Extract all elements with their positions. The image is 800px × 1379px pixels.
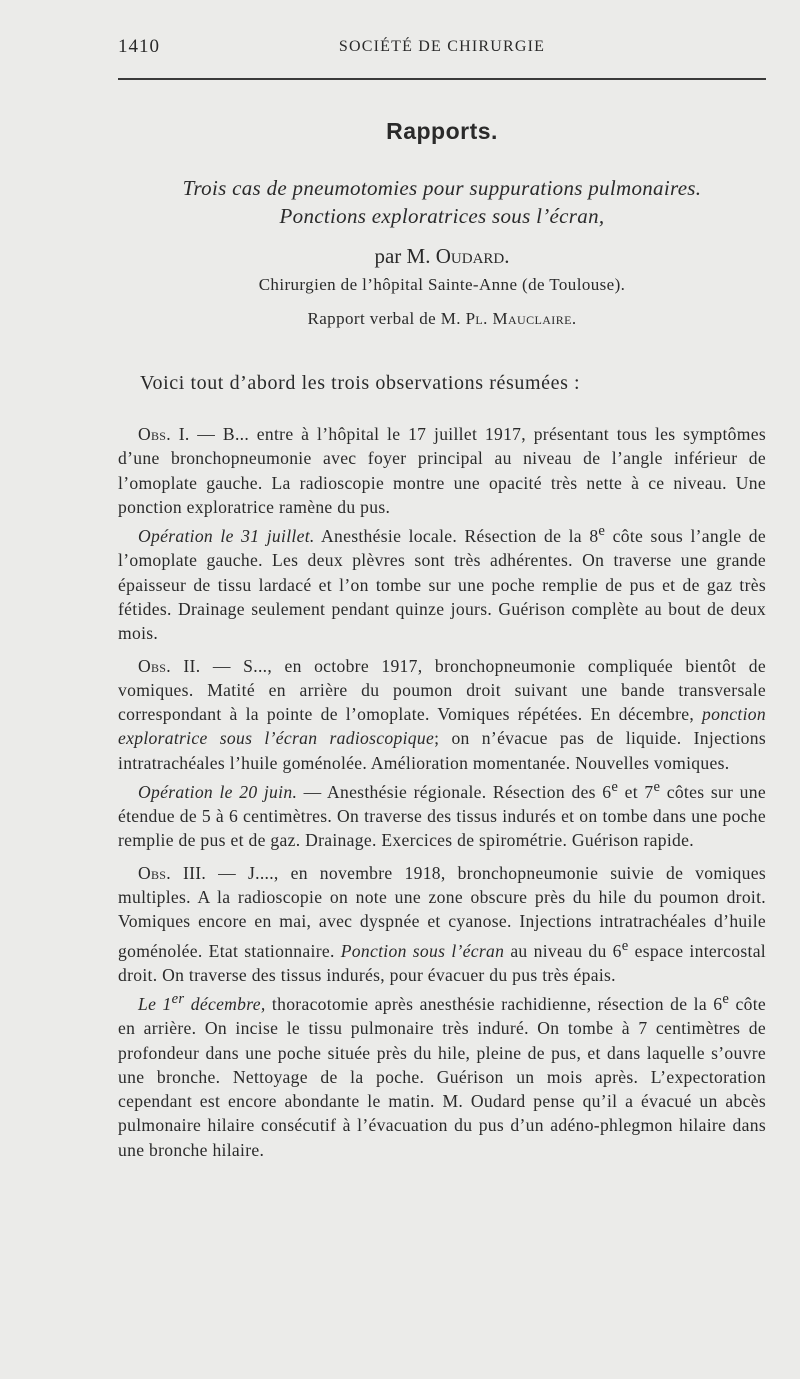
obs-1-operation-text-cont: côte sous l’angle de l’omoplate gauche. Les deux plèvres sont très adhérentes. On traverse une grande épaisseur de tissu lardacé et l’on tombe sur une poche remplie de pus et de gaz très fétides. Drainage seulement pendant quinze jours. Guérison complète au bout de deux mois. xyxy=(118,526,766,644)
obs-2-operation-text-cont: côtes sur une étendue de 5 à 6 centimètres. On traverse des tissus indurés et on tombe dans une poche remplie de pus et de gaz. Drainage. Exercices de spirométrie. Guérison rapide. xyxy=(118,781,766,851)
obs-2-italic-phrase: ponction exploratrice sous l’écran radioscopique xyxy=(118,704,766,749)
article-body xyxy=(118,422,766,1162)
reporter-name: Pl. Mauclaire. xyxy=(465,309,577,328)
obs-1-paragraph xyxy=(118,422,766,519)
obs-2-text: — S..., en octobre 1917, bronchopneumonie compliquée bientôt de vomiques. Matité en arrière du poumon droit suivant une bande transversale correspondant à la pointe de l’omoplate. Vomiques répétées. En décembre, xyxy=(118,655,766,725)
obs-3-operation-text: thoracotomie après anesthésie rachidienne, résection de la 6 xyxy=(265,993,723,1014)
obs-2-operation-text: — Anesthésie régionale. Résection des 6 xyxy=(297,781,612,802)
report-note-prefix: Rapport verbal de M. xyxy=(307,309,466,328)
page-number: 1410 xyxy=(118,36,160,57)
section-title: Rapports. xyxy=(386,118,498,144)
obs-1-label: Obs. I. xyxy=(138,424,190,444)
obs-1-operation-paragraph xyxy=(118,519,766,645)
intro-sentence: Voici tout d’abord les trois observations résumées : xyxy=(140,372,581,394)
obs-2-label: Obs. II. xyxy=(138,655,201,676)
author-name: Oudard. xyxy=(435,244,510,268)
page-header xyxy=(118,36,766,64)
obs-2-operation-text-mid: et 7 xyxy=(618,781,654,802)
obs-3-op-label-b: décembre, xyxy=(184,993,266,1014)
obs-1-operation-label: Opération le 31 juillet. xyxy=(138,526,315,547)
header-rule xyxy=(118,78,766,80)
obs-1-operation-text: Anesthésie locale. Résection de la 8 xyxy=(314,526,599,547)
obs-3-text: — J...., en novembre 1918, bronchopneumonie suivie de vomiques multiples. A la radioscopie on note une zone obscure près du hile du poumon droit. Vomiques encore en mai, avec dyspnée et cyanose. Injections intratrachéales d’huile goménolée. Etat stationnaire. xyxy=(118,862,766,961)
report-note xyxy=(118,309,766,329)
superscript: e xyxy=(621,937,629,954)
obs-3-operation-label xyxy=(138,991,266,1014)
byline-prefix: par M. xyxy=(374,244,436,268)
obs-2-operation-label: Opération le 20 juin. xyxy=(138,781,298,802)
obs-3-text-cont: au niveau du 6 xyxy=(504,940,622,961)
obs-2-operation-paragraph xyxy=(118,775,766,853)
obs-2-paragraph xyxy=(118,654,766,775)
superscript: e xyxy=(653,779,661,796)
superscript: e xyxy=(611,779,619,796)
byline xyxy=(118,244,766,269)
obs-3-operation-text-cont: côte en arrière. On incise le tissu pulmonaire très induré. On tombe à 7 centimètres de profondeur dans une poche située près du hile, pleine de pus, et dans laquelle s’ouvre une bronche. Nettoyage de la poche. Guérison un mois après. L’expectoration cependant est encore abondante le matin. M. Oudard pense qu’il a évacué un abcès pulmonaire hilaire consécutif à l’évacuation du pus d’un adéno-phlegmon hilaire dans une bronche hilaire. xyxy=(118,993,766,1160)
article-title-line-1: Trois cas de pneumotomies pour suppurations pulmonaires. xyxy=(182,176,702,200)
obs-2-text-cont: ; on n’évacue pas de liquide. Injections intratrachéales l’huile goménolée. Amélioration momentanée. Nouvelles vomiques. xyxy=(118,728,766,773)
obs-3-label: Obs. III. xyxy=(138,862,207,883)
superscript: e xyxy=(722,991,730,1008)
article-title-line-2: Ponctions exploratrices sous l’écran, xyxy=(279,204,605,228)
article-heading xyxy=(118,174,766,329)
author-affiliation: Chirurgien de l’hôpital Sainte-Anne (de Toulouse). xyxy=(258,275,626,294)
obs-3-italic-phrase: Ponction sous l’écran xyxy=(340,940,505,961)
obs-3-op-label-a: Le 1 xyxy=(138,993,172,1014)
superscript: er xyxy=(171,991,185,1008)
superscript: e xyxy=(598,523,606,540)
obs-1-text: — B... entre à l’hôpital le 17 juillet 1917, présentant tous les symptômes d’une bronchopneumonie avec foyer principal au niveau de l’angle inférieur de l’omoplate gauche. La radioscopie montre une opacité très nette à ce niveau. Une ponction exploratrice ramène du pus. xyxy=(118,424,767,517)
obs-3-paragraph xyxy=(118,861,766,987)
running-head: SOCIÉTÉ DE CHIRURGIE xyxy=(338,38,546,55)
obs-3-operation-paragraph xyxy=(118,987,766,1162)
obs-3-text-end: espace intercostal droit. On traverse des tissus indurés, pour évacuer du pus très épais. xyxy=(118,940,766,985)
